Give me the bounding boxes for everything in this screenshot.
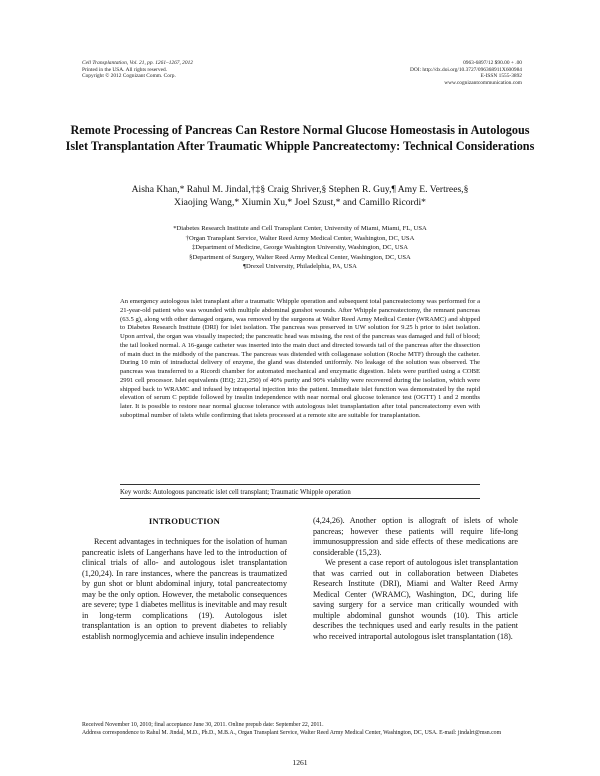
intro-paragraph-1-continued: (4,24,26). Another option is allograft of islets of whole pancreas; however these patients will require life-long immunosuppression and side effects of these medications are considerable (15,23). <box>313 516 518 557</box>
price-code: 0963-6897/12 $90.00 + .00 <box>463 60 522 66</box>
doi-link[interactable]: DOI: http://dx.doi.org/10.3727/096368911X600984 <box>409 66 522 73</box>
abstract: An emergency autologous islet transplant after a traumatic Whipple operation and subsequent total pancreatectomy was performed for a 21-year-old patient who was wounded with multiple abdominal gunshot wounds. After Whipple pancreatectomy, the remnant pancreas (63.5 g), along with other damaged organs, was removed by the surgeons at Walter Reed Army Medical Center (WRAMC) and shipped to Diabetes Research Institute (DRI) for islet isolation. The pancreas was preserved in UW solution for 9.25 h prior to islet isolation. Upon arrival, the organ was visually inspected; the pancreatic head was missing, the rest of the pancreas was damaged and full of blood; the tail looked normal. A 16-gauge catheter was inserted into the main duct and directed towards tail of the pancreas after the dissection of main duct in the midbody of the pancreas. The pancreas was distended with collagenase solution (Roche MTF) through the catheter. During 10 min of intraductal delivery of enzyme, the gland was distended uniformly. No leakage of the solution was observed. The pancreas was transferred to a Ricordi chamber for automated mechanical and enzymatic digestion. Islets were purified using a COBE 2991 cell processor. Islet equivalents (IEQ; 221,250) of 40% purity and 90% viability were recovered during the isolation, which were shipped back to WRAMC and infused by intraportal injection into the patient. Immediate islet function was demonstrated by the rapid elevation of serum C peptide followed by insulin independence with near normal oral glucose tolerance test (OGTT) 1 and 2 months later. It is possible to restore near normal glucose tolerance with autologous islet transplantation after total pancreatectomy even with suboptimal number of islets while confirming that islets processed at a remote site are suitable for transplantation. <box>120 298 480 419</box>
correspondence-address: Address correspondence to Rahul M. Jindal, M.D., Ph.D., M.B.A., Organ Transplant Service, Walter Reed Army Medical Center, Washington, DC, USA. E-mail: jindalrt@msn.com <box>82 729 502 736</box>
copyright-notice: Copyright © 2012 Cognizant Comm. Corp. <box>82 73 176 80</box>
author-line-2: Xiaojing Wang,* Xiumin Xu,* Joel Szust,* and Camillo Ricordi* <box>174 196 426 208</box>
affiliation-5: ¶Drexel University, Philadelphia, PA, USA <box>243 263 357 271</box>
publisher-url[interactable]: www.cognizantcommunication.com <box>444 79 522 86</box>
affiliation-3: ‡Department of Medicine, George Washington University, Washington, DC, USA <box>191 244 409 252</box>
intro-paragraph-1: Recent advantages in techniques for the isolation of human pancreatic islets of Langerhans have led to the introduction of clinical trials of allo- and autologous islet transplantation (1,20,24). In rare instances, where the pancreas is traumatized by gun shot or blunt abdominal injury, total pancreatectomy may be the only option. However, the metabolic consequences are severe; type 1 diabetes mellitus is inevitable and may result in long-term complications (19). Autologous islet transplantation is an option to prevent diabetes to reliably establish normoglycemia and achieve insulin independence <box>82 537 287 641</box>
affiliation-1: *Diabetes Research Institute and Cell Transplant Center, University of Miami, Miami, FL, USA <box>173 225 427 232</box>
keywords-divider <box>120 498 480 499</box>
body-column-left <box>82 537 287 642</box>
received-dates: Received November 10, 2010; final acceptance June 30, 2011. Online prepub date: September 22, 2011. <box>82 722 324 728</box>
affiliations <box>60 224 540 272</box>
paper-title: Remote Processing of Pancreas Can Restore Normal Glucose Homeostasis in Autologous Islet Transplantation After Traumatic Whipple Pancreatectomy: Technical Considerations <box>65 123 535 153</box>
printed-notice: Printed in the USA. All rights reserved. <box>82 66 168 73</box>
page-number: 1261 <box>292 758 308 767</box>
body-column-right <box>313 516 518 643</box>
journal-header-left <box>82 60 322 80</box>
keywords: Key words: Autologous pancreatic islet cell transplant; Traumatic Whipple operation <box>120 489 351 496</box>
footnote <box>82 722 522 737</box>
section-heading-introduction: INTRODUCTION <box>148 516 221 526</box>
intro-paragraph-2: We present a case report of autologous islet transplantation that was carried out in collaboration between Diabetes Research Institute (DRI), Miami and Walter Reed Army Medical Center (WRAMC), Washington, DC, during life saving surgery for a service man critically wounded with multiple abdominal gunshot wounds (10). This article describes the techniques used and early results in the patient who received intraportal autologous islet transplantation (18). <box>313 558 518 642</box>
eissn: E-ISSN 1555-3892 <box>480 73 522 80</box>
journal-header-right <box>292 60 522 86</box>
abstract-divider <box>120 484 480 485</box>
affiliation-2: †Organ Transplant Service, Walter Reed Army Medical Center, Washington, DC, USA <box>185 234 415 242</box>
journal-citation: Cell Transplantation, Vol. 21, pp. 1261–1267, 2012 <box>82 60 193 66</box>
author-list <box>60 184 540 209</box>
author-line-1: Aisha Khan,* Rahul M. Jindal,†‡§ Craig Shriver,§ Stephen R. Guy,¶ Amy E. Vertrees,§ <box>131 184 469 195</box>
affiliation-4: §Department of Surgery, Walter Reed Army Medical Center, Washington, DC, USA <box>189 253 411 261</box>
